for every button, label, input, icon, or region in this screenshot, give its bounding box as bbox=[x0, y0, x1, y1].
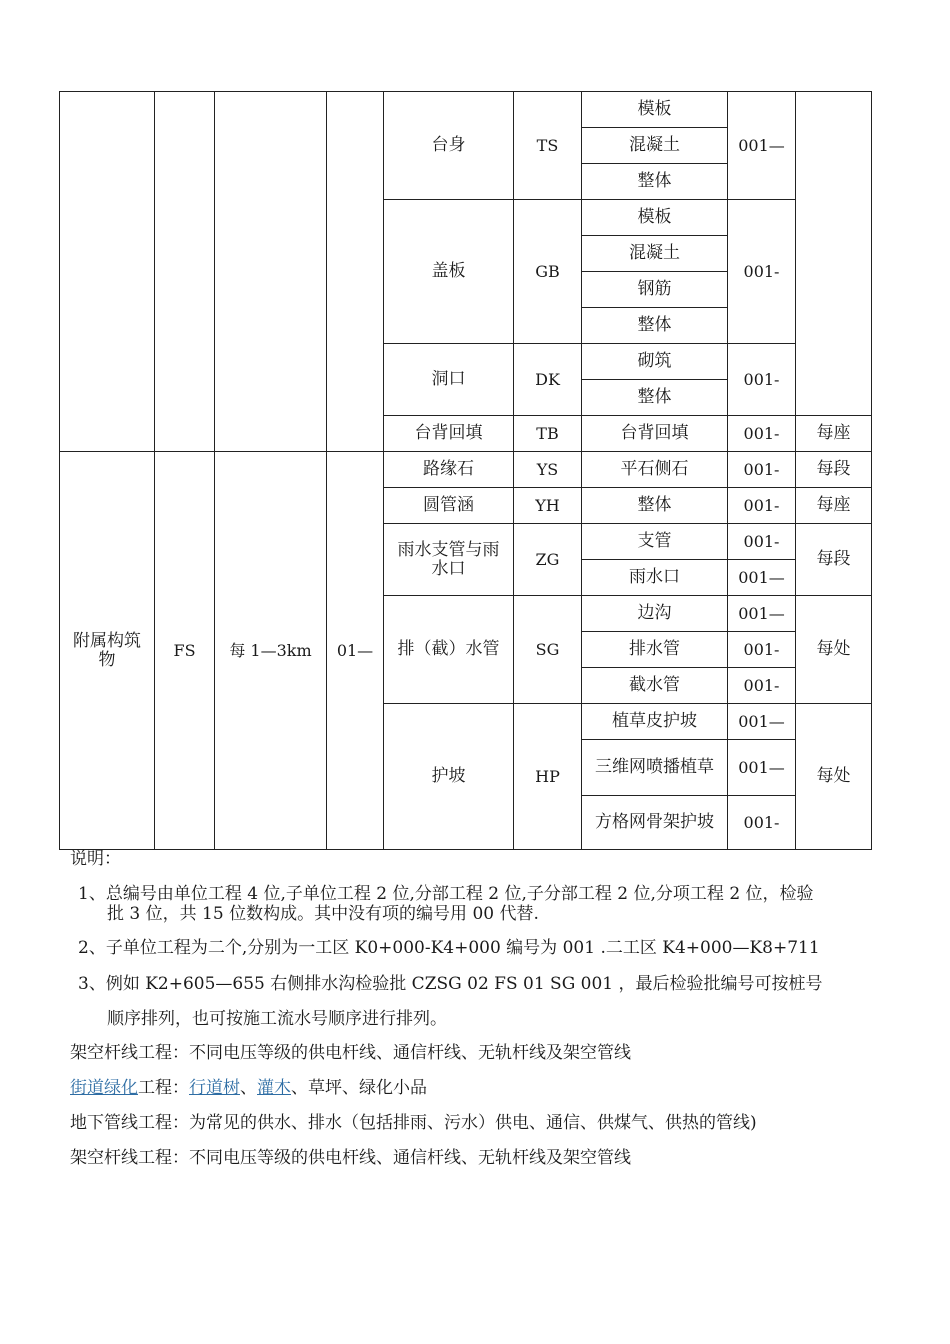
note-2: 2、子单位工程为二个,分别为一工区 K0+000-K4+000 编号为 001 .二工区 K4+000—K8+711 bbox=[78, 938, 820, 958]
sub-item-cell: 整体 bbox=[582, 380, 728, 416]
item-cell: 雨水支管与雨水口 bbox=[384, 524, 514, 596]
sub-item-cell: 混凝土 bbox=[582, 236, 728, 272]
empty-cell bbox=[60, 92, 155, 452]
division-number-cell: 01— bbox=[327, 452, 384, 850]
sub-item-cell: 台背回填 bbox=[582, 416, 728, 452]
sub-item-cell: 雨水口 bbox=[582, 560, 728, 596]
paragraph-overhead-lines: 架空杆线工程：不同电压等级的供电杆线、通信杆线、无轨杆线及架空管线 bbox=[70, 1043, 631, 1063]
division-code-cell: FS bbox=[155, 452, 215, 850]
code-cell: TB bbox=[514, 416, 582, 452]
sub-item-cell: 截水管 bbox=[582, 668, 728, 704]
number-cell: 001- bbox=[728, 632, 796, 668]
item-cell: 路缘石 bbox=[384, 452, 514, 488]
code-cell: HP bbox=[514, 704, 582, 850]
unit-cell: 每段 bbox=[796, 524, 872, 596]
sub-item-cell: 支管 bbox=[582, 524, 728, 560]
number-cell: 001- bbox=[728, 452, 796, 488]
sub-item-cell: 边沟 bbox=[582, 596, 728, 632]
item-cell: 洞口 bbox=[384, 344, 514, 416]
sub-item-cell: 砌筑 bbox=[582, 344, 728, 380]
unit-cell: 每处 bbox=[796, 596, 872, 704]
sub-item-cell: 排水管 bbox=[582, 632, 728, 668]
text-segment: 、 bbox=[240, 1078, 257, 1098]
number-cell: 001— bbox=[728, 596, 796, 632]
number-cell: 001- bbox=[728, 344, 796, 416]
sub-item-cell: 方格网骨架护坡 bbox=[582, 796, 728, 850]
item-cell: 护坡 bbox=[384, 704, 514, 850]
notes-heading: 说明： bbox=[70, 849, 121, 869]
code-cell: ZG bbox=[514, 524, 582, 596]
inspection-code-table bbox=[59, 91, 872, 850]
unit-cell: 每座 bbox=[796, 488, 872, 524]
code-cell: YH bbox=[514, 488, 582, 524]
sub-item-cell: 整体 bbox=[582, 308, 728, 344]
unit-cell: 每处 bbox=[796, 704, 872, 850]
division-range-cell: 每 1—3km bbox=[215, 452, 327, 850]
empty-cell bbox=[327, 92, 384, 452]
link-street-trees[interactable]: 行道树 bbox=[189, 1078, 240, 1098]
link-street-greening[interactable]: 街道绿化 bbox=[70, 1078, 138, 1098]
text-segment: 工程： bbox=[138, 1078, 189, 1098]
number-cell: 001— bbox=[728, 560, 796, 596]
number-cell: 001- bbox=[728, 796, 796, 850]
code-cell: GB bbox=[514, 200, 582, 344]
item-cell: 盖板 bbox=[384, 200, 514, 344]
item-cell: 圆管涵 bbox=[384, 488, 514, 524]
empty-cell bbox=[215, 92, 327, 452]
sub-item-cell: 整体 bbox=[582, 488, 728, 524]
number-cell: 001- bbox=[728, 488, 796, 524]
empty-cell bbox=[796, 92, 872, 416]
sub-item-cell: 混凝土 bbox=[582, 128, 728, 164]
sub-item-cell: 平石侧石 bbox=[582, 452, 728, 488]
number-cell: 001- bbox=[728, 200, 796, 344]
unit-cell: 每段 bbox=[796, 452, 872, 488]
sub-item-cell: 整体 bbox=[582, 164, 728, 200]
paragraph-greening bbox=[70, 1077, 427, 1099]
code-cell: DK bbox=[514, 344, 582, 416]
number-cell: 001- bbox=[728, 416, 796, 452]
note-1-continued: 批 3 位，共 15 位数构成。其中没有项的编号用 00 代替. bbox=[107, 904, 539, 924]
sub-item-cell: 钢筋 bbox=[582, 272, 728, 308]
item-cell: 台背回填 bbox=[384, 416, 514, 452]
note-1: 1、总编号由单位工程 4 位,子单位工程 2 位,分部工程 2 位,子分部工程 2 位,分项工程 2 位，检验 bbox=[78, 884, 814, 904]
number-cell: 001- bbox=[728, 668, 796, 704]
link-shrubs[interactable]: 灌木 bbox=[257, 1078, 291, 1098]
sub-item-cell: 模板 bbox=[582, 92, 728, 128]
text-segment: 、草坪、绿化小品 bbox=[291, 1078, 427, 1098]
item-cell: 排（截）水管 bbox=[384, 596, 514, 704]
paragraph-underground-pipelines: 地下管线工程：为常见的供水、排水（包括排雨、污水）供电、通信、供煤气、供热的管线) bbox=[70, 1113, 757, 1133]
note-3-continued: 顺序排列，也可按施工流水号顺序进行排列。 bbox=[107, 1009, 447, 1029]
number-cell: 001— bbox=[728, 92, 796, 200]
empty-cell bbox=[155, 92, 215, 452]
code-cell: YS bbox=[514, 452, 582, 488]
division-name-cell: 附属构筑物 bbox=[60, 452, 155, 850]
sub-item-cell: 模板 bbox=[582, 200, 728, 236]
note-3: 3、例如 K2+605—655 右侧排水沟检验批 CZSG 02 FS 01 SG 001 ，最后检验批编号可按桩号 bbox=[78, 974, 823, 994]
item-cell: 台身 bbox=[384, 92, 514, 200]
sub-item-cell: 三维网喷播植草 bbox=[582, 740, 728, 796]
unit-cell: 每座 bbox=[796, 416, 872, 452]
number-cell: 001— bbox=[728, 704, 796, 740]
number-cell: 001— bbox=[728, 740, 796, 796]
code-cell: SG bbox=[514, 596, 582, 704]
sub-item-cell: 植草皮护坡 bbox=[582, 704, 728, 740]
paragraph-overhead-lines-repeat: 架空杆线工程：不同电压等级的供电杆线、通信杆线、无轨杆线及架空管线 bbox=[70, 1148, 631, 1168]
number-cell: 001- bbox=[728, 524, 796, 560]
code-cell: TS bbox=[514, 92, 582, 200]
